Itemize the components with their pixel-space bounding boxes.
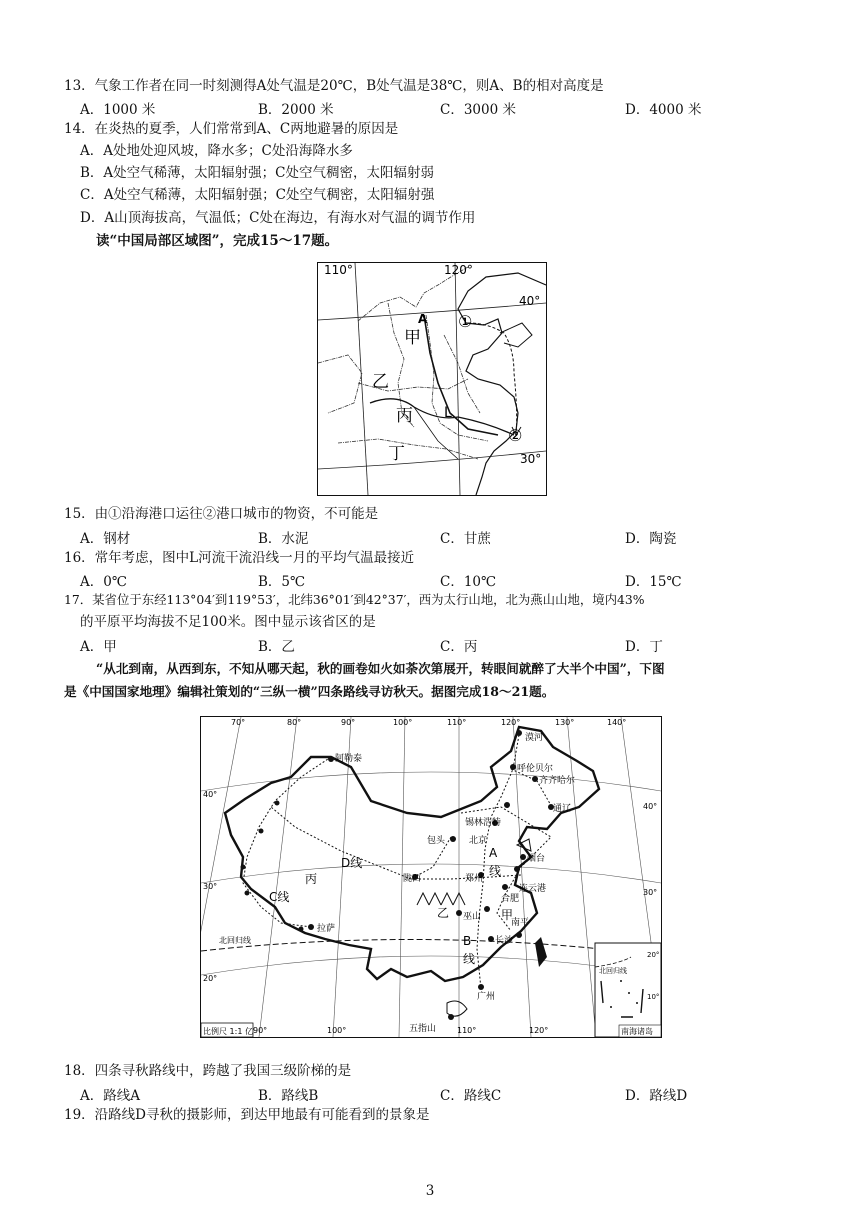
q18-option-d: D．路线D bbox=[625, 1088, 688, 1104]
map1-lat-30: 30° bbox=[520, 452, 542, 466]
q18-option-c: C．路线C bbox=[440, 1088, 502, 1104]
q13-option-b: B．2000 米 bbox=[258, 102, 334, 118]
bottom-lon-120: 120° bbox=[529, 1026, 549, 1035]
city-tongliao: 通辽 bbox=[553, 804, 572, 814]
map1-label-A: A bbox=[418, 312, 428, 326]
q15-stem: 15．由①沿海港口运往②港口城市的物资，不可能是 bbox=[64, 506, 379, 522]
q18-stem: 18．四条寻秋路线中，跨越了我国三级阶梯的是 bbox=[64, 1063, 352, 1079]
city-aletai: 阿勒泰 bbox=[335, 754, 363, 764]
left-lat-40: 40° bbox=[203, 790, 218, 799]
city-zhengzhou: 郑州 bbox=[465, 874, 484, 884]
q17-option-d: D．丁 bbox=[625, 639, 663, 655]
q14-option-a: A．A处地处迎风坡，降水多；C处沿海降水多 bbox=[80, 143, 353, 159]
q17-options bbox=[80, 635, 820, 653]
q17-option-c: C．丙 bbox=[440, 639, 478, 655]
route-b-label-2: 线 bbox=[463, 952, 476, 966]
map1-lon-110: 110° bbox=[324, 263, 353, 277]
map1-lon-120: 120° bbox=[444, 263, 473, 277]
q16-option-c: C．10℃ bbox=[440, 574, 497, 590]
route-a-label-2: 线 bbox=[489, 864, 502, 878]
city-changsha: 长沙 bbox=[495, 936, 514, 946]
q16-option-b: B．5℃ bbox=[258, 574, 306, 590]
map1-label-river-L: L bbox=[444, 405, 452, 421]
scale-label: 比例尺 1:1 亿 bbox=[203, 1027, 253, 1036]
map1-port-1: ① bbox=[458, 312, 473, 331]
intro-line2: 是《中国国家地理》编辑社策划的“三纵一横”四条路线寻访秋天。据图完成18～21题。 bbox=[64, 684, 555, 699]
q13-options bbox=[80, 98, 820, 116]
region-jia: 甲 bbox=[501, 908, 514, 922]
city-hulunbeier: 呼伦贝尔 bbox=[517, 764, 554, 774]
q16-option-d: D．15℃ bbox=[625, 574, 682, 590]
q15-options bbox=[80, 527, 820, 545]
city-lianyungang: 连云港 bbox=[519, 884, 547, 894]
right-lat-30: 30° bbox=[643, 888, 658, 897]
intro-line1: “从北到南，从西到东，不知从哪天起，秋的画卷如火如荼次第展开，转眼间就醉了大半个中国”，下图 bbox=[96, 661, 665, 676]
city-yantai: 烟台 bbox=[527, 854, 546, 864]
page-number: 3 bbox=[425, 1183, 435, 1199]
q16-option-a: A．0℃ bbox=[80, 574, 127, 590]
city-longxi: 陇西 bbox=[403, 874, 422, 884]
top-lon-110: 110° bbox=[447, 718, 467, 727]
city-qiqihaer: 齐齐哈尔 bbox=[539, 776, 576, 786]
top-lon-140: 140° bbox=[607, 718, 627, 727]
left-lat-20: 20° bbox=[203, 974, 218, 983]
q18-option-a: A．路线A bbox=[80, 1088, 140, 1104]
inset-lat-10: 10° bbox=[647, 993, 660, 1001]
q15-option-d: D．陶瓷 bbox=[625, 531, 677, 547]
q16-options bbox=[80, 570, 820, 588]
route-b-label: B bbox=[463, 934, 472, 948]
regional-map bbox=[317, 262, 547, 496]
top-lon-70: 70° bbox=[231, 718, 246, 727]
q15-option-a: A．钢材 bbox=[80, 531, 131, 547]
city-beijing: 北京 bbox=[469, 836, 488, 846]
tropic-label: 北回归线 bbox=[219, 936, 251, 945]
q13-option-c: C．3000 米 bbox=[440, 102, 516, 118]
inset-label: 南海诸岛 bbox=[621, 1027, 653, 1036]
inset-lat-20: 20° bbox=[647, 951, 660, 959]
china-autumn-routes-map bbox=[200, 716, 662, 1038]
city-wushan: 巫山 bbox=[463, 912, 482, 922]
q16-stem: 16．常年考虑，图中L河流干流沿线一月的平均气温最接近 bbox=[64, 550, 415, 566]
q18-option-b: B．路线B bbox=[258, 1088, 319, 1104]
region-bing: 丙 bbox=[305, 872, 318, 886]
q14-stem: 14．在炎热的夏季，人们常常到A、C两地避暑的原因是 bbox=[64, 121, 399, 137]
bottom-lon-100: 100° bbox=[327, 1026, 347, 1035]
q17-stem-line2: 的平原平均海拔不足100米。图中显示该省区的是 bbox=[80, 614, 376, 630]
map1-lat-40: 40° bbox=[519, 294, 541, 308]
city-xilinhaote: 锡林浩特 bbox=[465, 818, 502, 828]
q15-option-b: B．水泥 bbox=[258, 531, 309, 547]
q14-option-c: C．A处空气稀薄，太阳辐射强；C处空气稠密，太阳辐射强 bbox=[80, 187, 435, 203]
top-lon-100: 100° bbox=[393, 718, 413, 727]
city-baotou: 包头 bbox=[427, 836, 446, 846]
city-guangzhou: 广州 bbox=[477, 992, 496, 1002]
q17-stem-line1: 17．某省位于东经113°04′到119°53′，北纬36°01′到42°37′，西为太行山地，北为燕山山地，境内43% bbox=[64, 592, 645, 607]
city-nanping: 南平 bbox=[511, 918, 530, 928]
city-mohe: 漠河 bbox=[525, 733, 544, 743]
top-lon-90: 90° bbox=[341, 718, 356, 727]
q14-option-b: B．A处空气稀薄，太阳辐射强；C处空气稠密，太阳辐射弱 bbox=[80, 165, 434, 181]
city-lasa: 拉萨 bbox=[317, 924, 336, 934]
q18-options bbox=[80, 1084, 820, 1102]
map1-label-yi: 乙 bbox=[372, 372, 389, 392]
q17-option-b: B．乙 bbox=[258, 639, 295, 655]
q15-option-c: C．甘蔗 bbox=[440, 531, 491, 547]
bottom-lon-110: 110° bbox=[457, 1026, 477, 1035]
region-yi: 乙 bbox=[437, 906, 450, 920]
bottom-lon-90: 90° bbox=[253, 1026, 268, 1035]
map1-label-jia: 甲 bbox=[404, 328, 421, 348]
route-c-label: C线 bbox=[269, 890, 290, 904]
q13-stem: 13．气象工作者在同一时刻测得A处气温是20℃，B处气温是38℃，则A、B的相对高度是 bbox=[64, 78, 604, 94]
map1-port-2: ② bbox=[508, 426, 523, 445]
q14-option-d: D．A山顶海拔高，气温低；C处在海边，有海水对气温的调节作用 bbox=[80, 210, 476, 226]
q17-option-a: A．甲 bbox=[80, 639, 117, 655]
map1-label-bing: 丙 bbox=[396, 406, 413, 426]
q19-stem: 19．沿路线D寻秋的摄影师，到达甲地最有可能看到的景象是 bbox=[64, 1107, 430, 1123]
read-instruction-15-17: 读“中国局部区域图”，完成15～17题。 bbox=[96, 233, 339, 249]
q13-option-d: D．4000 米 bbox=[625, 102, 702, 118]
right-lat-40: 40° bbox=[643, 802, 658, 811]
map1-label-ding: 丁 bbox=[388, 444, 405, 464]
inset-tropic-label: 北回归线 bbox=[599, 967, 627, 975]
city-wuzhishan: 五指山 bbox=[409, 1024, 437, 1034]
top-lon-120: 120° bbox=[501, 718, 521, 727]
left-lat-30: 30° bbox=[203, 882, 218, 891]
city-hefei: 合肥 bbox=[501, 894, 520, 904]
route-a-label: A bbox=[489, 846, 498, 860]
top-lon-130: 130° bbox=[555, 718, 575, 727]
route-d-label: D线 bbox=[341, 856, 363, 870]
top-lon-80: 80° bbox=[287, 718, 302, 727]
q13-option-a: A．1000 米 bbox=[80, 102, 156, 118]
